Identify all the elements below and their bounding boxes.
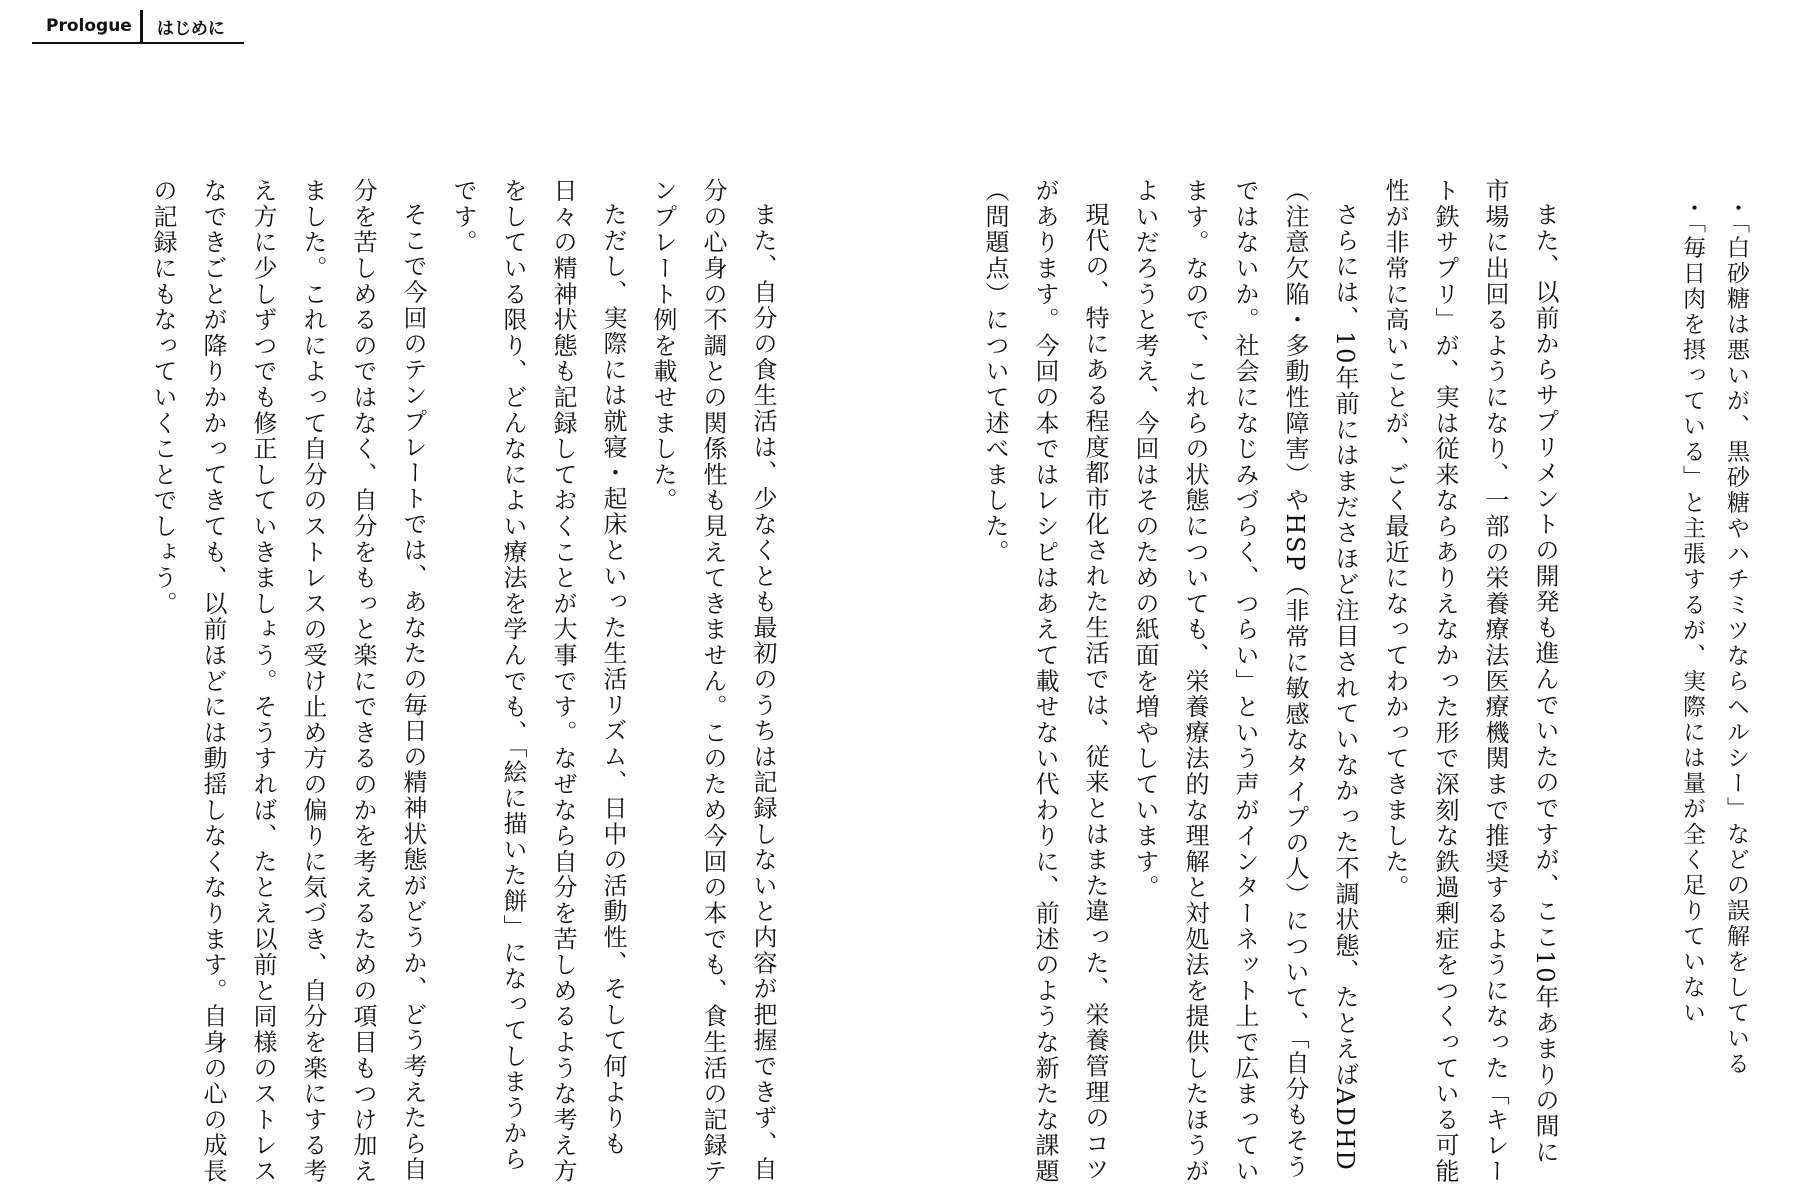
- bullet-item: ・「白砂糖は悪いが、黒砂糖やハチミツならヘルシー」などの誤解をしている: [1723, 196, 1749, 1077]
- bullet-list: [1670, 196, 1758, 1116]
- paragraph: 現代の、特にある程度都市化された生活では、従来とはまた違った、栄養管理のコツがあります。今回の本ではレシピはあえて載せない代わりに、前述のような新たな課題（問題点）について述べました。: [981, 178, 1109, 1185]
- paragraph: さらには、10年前にはまださほど注目されていなかった不調状態、たとえばADHD（注意欠陥・多動性障害）やHSP（非常に敏感なタイプの人）について、「自分もそうではないか。社会になじみづらく、つらい」という声がインターネット上で広まっています。なので、これらの状態についても、栄養療法的な理解と対処法を提供したほうがよいだろうと考え、今回はそのための紙面を増やしています。: [1131, 178, 1359, 1185]
- section-header: [32, 10, 244, 44]
- section-label-en: Prologue: [46, 16, 132, 36]
- paragraph: ただし、実際には就寝・起床といった生活リズム、日中の活動性、そして何よりも日々の精神状態も記録しておくことが大事です。なぜなら自分を苦しめるような考え方をしている限り、どんなによい療法を学んでも、「絵に描いた餅」になってしまうからです。: [449, 178, 627, 1185]
- bullet-item: ・「毎日肉を摂っている」と主張するが、実際には量が全く足りていない: [1679, 196, 1705, 1026]
- body-text-block-1: [981, 178, 1570, 1188]
- section-label-ja: はじめに: [156, 18, 225, 39]
- paragraph: また、自分の食生活は、少なくとも最初のうちは記録しないと内容が把握できず、自分の心身の不調との関係性も見えてきません。このため今回の本でも、食生活の記録テンプレート例を載せました。: [649, 178, 777, 1185]
- paragraph: また、以前からサプリメントの開発も進んでいたのですが、ここ10年あまりの間に市場に出回るようになり、一部の栄養療法医療機関まで推奨するようになった「キレート鉄サプリ」が、実は従来ならありえなかった形で深刻な鉄過剰症をつくっている可能性が非常に高いことが、ごく最近になってわかってきました。: [1381, 178, 1559, 1185]
- paragraph: そこで今回のテンプレートでは、あなたの毎日の精神状態がどうか、どう考えたら自分を苦しめるのではなく、自分をもっと楽にできるのかを考えるための項目もつけ加えました。これによって自分のストレスの受け止め方の偏りに気づき、自分を楽にする考え方に少しずつでも修正していきましょう。そうすれば、たとえ以前と同様のストレスなできごとが降りかかってきても、以前ほどには動揺しなくなります。自身の心の成長の記録にもなっていくことでしょう。: [149, 178, 427, 1185]
- body-text-block-2: [148, 178, 788, 1188]
